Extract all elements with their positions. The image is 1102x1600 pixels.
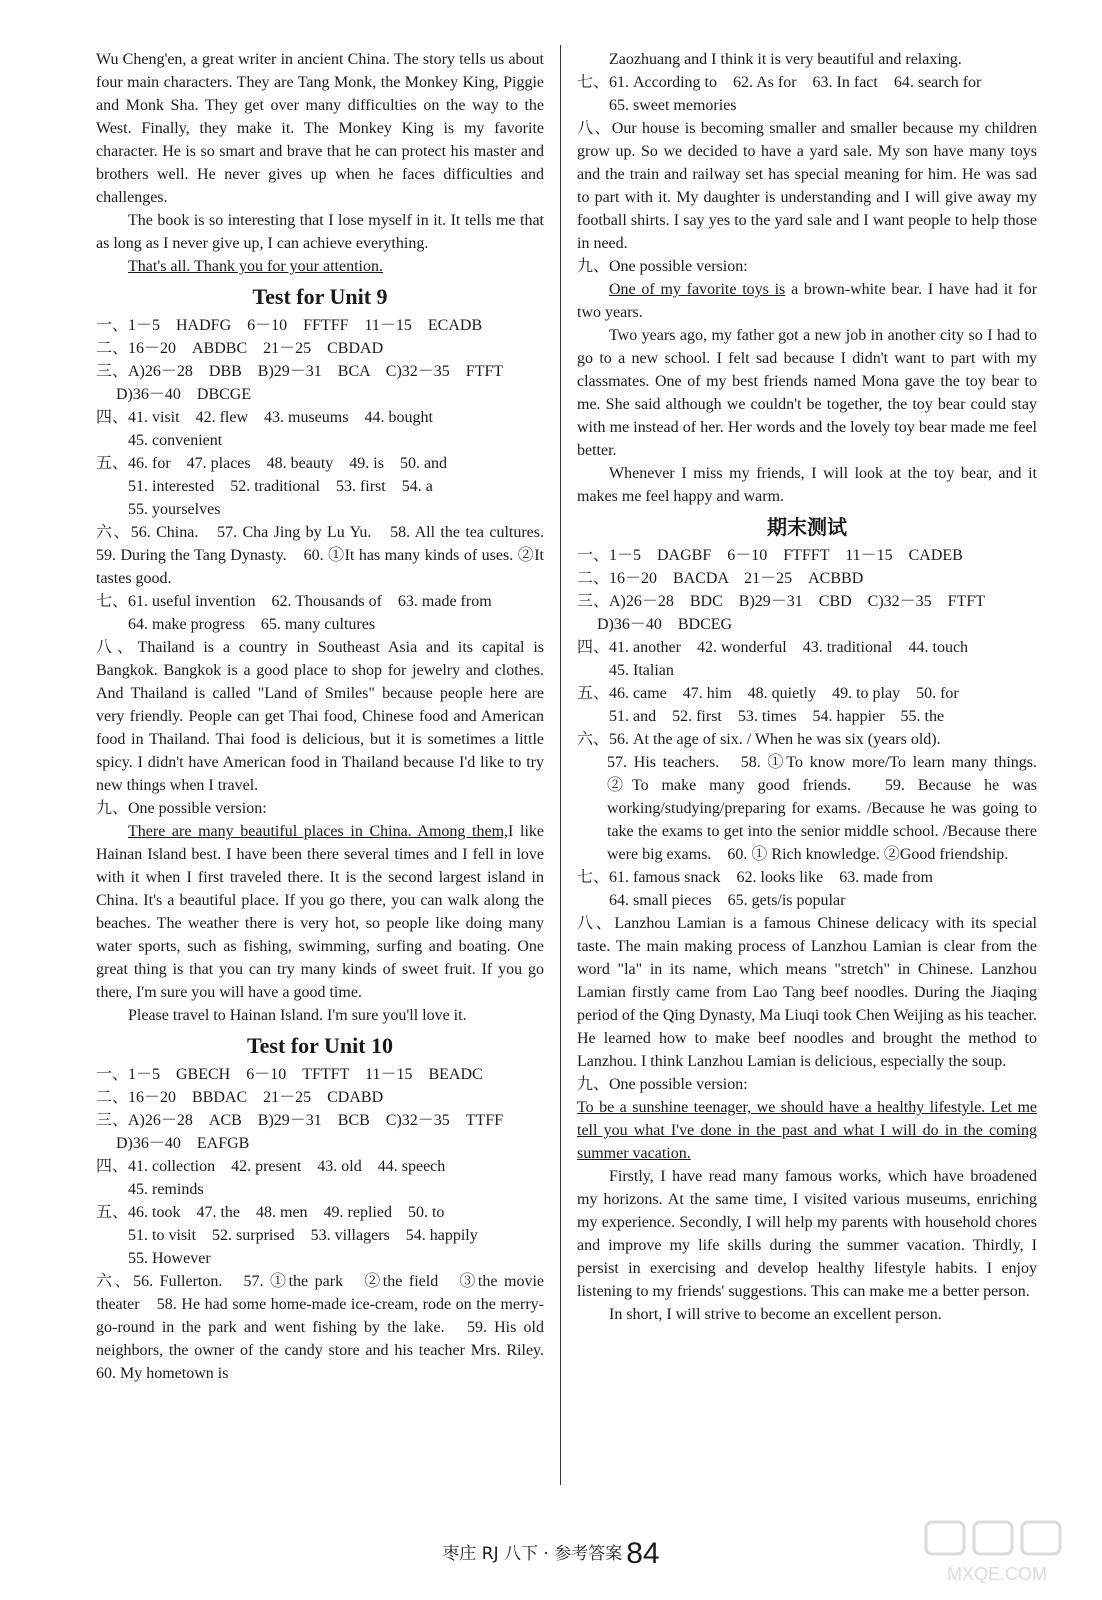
unit10-line: 四、41. collection 42. present 43. old 44. speech xyxy=(96,1158,446,1175)
unit9-line: D)36－40 DBCGE xyxy=(96,386,252,403)
unit10-line: 二、16－20 BBDAC 21－25 CDABD xyxy=(96,1089,384,1106)
unit9-line: 55. yourselves xyxy=(96,501,221,518)
unit9-line: 四、41. visit 42. flew 43. museums 44. bought xyxy=(96,409,433,426)
final-section9-label: 九、One possible version: xyxy=(577,1076,748,1093)
final-line: 三、A)26－28 BDC B)29－31 CBD C)32－35 FTFT xyxy=(577,593,986,610)
right-column xyxy=(577,48,1037,1326)
unit10-section9-label: 九、One possible version: xyxy=(577,258,748,275)
unit10-line: 65. sweet memories xyxy=(577,97,737,114)
unit10-line: 一、1－5 GBECH 6－10 TFTFT 11－15 BEADC xyxy=(96,1066,483,1083)
final-line: 四、41. another 42. wonderful 43. traditional 44. touch xyxy=(577,639,969,656)
watermark-logo xyxy=(922,1518,1072,1588)
final-line: 六、56. At the age of six. / When he was six (years old). xyxy=(577,731,941,748)
essay-para2: The book is so interesting that I lose myself in it. It tells me that as long as I never give up, I can achieve everything. xyxy=(96,212,544,252)
essay-intro: Wu Cheng'en, a great writer in ancient China. The story tells us about four main characters. They are Tang Monk, the Monkey King, Piggie and Monk Sha. They get over many difficulties on the way to the West. Finally, they make it. The Monkey King is my favorite character. He is so smart and brave that he can protect his master and brothers well. He never gives up when he faces difficulties and challenges. xyxy=(96,51,544,206)
final-line: D)36－40 BDCEG xyxy=(577,616,733,633)
essay-topic-sentence: There are many beautiful places in China. Among them, xyxy=(128,823,509,840)
final-line: 二、16－20 BACDA 21－25 ACBBD xyxy=(577,570,864,587)
unit9-essay xyxy=(96,820,544,1004)
unit10-section8-text: Our house is becoming smaller and smaller because my children grow up. So we decided to have a yard sale. My son have many toys and the train and railway set has special meaning for him. He was sad to part with it. My daughter is understanding and I will give away my football shirts. I say yes to the yard sale and I want people to help those in need. xyxy=(577,120,1037,252)
footer-text: 枣庄 RJ 八下 · 参考答案 xyxy=(442,1544,623,1564)
unit9-line: 五、46. for 47. places 48. beauty 49. is 50. and xyxy=(96,455,448,472)
section-label: 八、 xyxy=(96,639,138,656)
unit9-line: 51. interested 52. traditional 53. first 54. a xyxy=(96,478,433,495)
section-label: 八、 xyxy=(577,120,612,137)
final-line: 51. and 52. first 53. times 54. happier 55. the xyxy=(577,708,945,725)
final-line: 七、61. famous snack 62. looks like 63. made from xyxy=(577,869,933,886)
unit10-essay-closing: Whenever I miss my friends, I will look at the toy bear, and it makes me feel happy and warm. xyxy=(577,465,1037,505)
final-essay-body: Firstly, I have read many famous works, which have broadened my horizons. At the same time, I visited various museums, enriching my experience. Secondly, I will help my parents with household chores and improve my life skills during the summer vacation. Thirdly, I persist in exercising and develop healthy lifestyle habits. I enjoy listening to my friends' suggestions. This can make me a better person. xyxy=(577,1168,1037,1300)
unit10-essay-body: Two years ago, my father got a new job in another city so I had to go to a new school. I felt sad because I didn't want to part with my classmates. One of my best friends named Mona gave the toy bear to me. She said although we couldn't be together, the toy bear could stay with me instead of her. Her words and the lovely toy bear made me feel better. xyxy=(577,327,1037,459)
section-label: 八、 xyxy=(577,915,615,932)
unit10-line: 51. to visit 52. surprised 53. villagers 54. happily xyxy=(96,1227,478,1244)
final-line: 45. Italian xyxy=(577,662,674,679)
unit10-line: D)36－40 EAFGB xyxy=(96,1135,250,1152)
unit10-line: 三、A)26－28 ACB B)29－31 BCB C)32－35 TTFF xyxy=(96,1112,504,1129)
continued-line: Zaozhuang and I think it is very beautiful and relaxing. xyxy=(609,51,962,68)
unit10-title: Test for Unit 10 xyxy=(246,1033,394,1058)
unit9-line: 45. convenient xyxy=(96,432,223,449)
essay-body: a brown-white bear. I have had it for two years. xyxy=(577,281,1038,321)
final-line: 一、1－5 DAGBF 6－10 FTFFT 11－15 CADEB xyxy=(577,547,963,564)
essay-body: I like Hainan Island best. I have been there several times and I fell in love with it when I first traveled there. It is the second largest island in China. It's a beautiful place. If you go there, you can walk along the beaches. The weather there is very hot, so people like doing many water sports, such as fishing, swimming, surfing and boating. One great thing is that you can try many kinds of sweet fruit. If you go there, I'm sure you will have a good time. xyxy=(96,823,544,1001)
column-divider xyxy=(560,45,561,1485)
unit9-section9-label: 九、One possible version: xyxy=(96,800,267,817)
final-line: 64. small pieces 65. gets/is popular xyxy=(577,892,846,909)
unit9-section8 xyxy=(96,636,544,797)
unit9-line: 七、61. useful invention 62. Thousands of 63. made from xyxy=(96,593,492,610)
essay-topic-sentence: One of my favorite toys is xyxy=(609,281,786,298)
final-reading-answers: 57. His teachers. 58. ①To know more/To learn many things. ②To make many good friends. 59. Because he was working/studying/preparing for exams. /Because he was going to take the exams to get into the senior middle school. /Because there were big exams. 60. ① Rich knowledge. ②Good friendship. xyxy=(607,754,1037,863)
watermark-text: MXQE.COM xyxy=(946,1564,1048,1584)
final-essay-topic: To be a sunshine teenager, we should have a healthy lifestyle. Let me tell you what I've done in the past and what I will do in the coming summer vacation. xyxy=(577,1099,1037,1162)
unit10-reading-answers: 六、56. Fullerton. 57. ①the park ②the field ③the movie theater 58. He had some home-made ice-cream, rode on the merry-go-round in the park and went fishing by the lake. 59. His old neighbors, the owner of the candy store and his teacher Mrs. Riley. 60. My hometown is xyxy=(96,1273,561,1382)
unit9-line: 64. make progress 65. many cultures xyxy=(96,616,376,633)
unit9-line: 一、1－5 HADFG 6－10 FFTFF 11－15 ECADB xyxy=(96,317,483,334)
final-test-title: 期末测试 xyxy=(767,515,847,539)
final-section8-text: Lanzhou Lamian is a famous Chinese delicacy with its special taste. The main making process of Lanzhou Lamian is clear from the word "la" in its name, which means "stretch" in Chinese. Lanzhou Lamian firstly came from Lao Tang beef noodles. During the Jiaqing period of the Qing Dynasty, Ma Liuqi took Chen Weijing as his teacher. He learned how to make beef noodles and brought the method to Lanzhou. I think Lanzhou Lamian is delicious, especially the soup. xyxy=(577,915,1037,1070)
unit10-section8 xyxy=(577,117,1037,255)
left-column xyxy=(96,48,561,1385)
unit10-line: 55. However xyxy=(96,1250,211,1267)
unit9-line: 二、16－20 ABDBC 21－25 CBDAD xyxy=(96,340,384,357)
unit10-line: 五、46. took 47. the 48. men 49. replied 50. to xyxy=(96,1204,445,1221)
essay-para3: That's all. Thank you for your attention. xyxy=(128,258,383,275)
unit9-line: 三、A)26－28 DBB B)29－31 BCA C)32－35 FTFT xyxy=(96,363,504,380)
unit10-line: 七、61. According to 62. As for 63. In fact 64. search for xyxy=(577,74,982,91)
unit9-section8-text: Thailand is a country in Southeast Asia and its capital is Bangkok. Bangkok is a good place to shop for jewelry and clothes. And Thailand is called "Land of Smiles" because people here are very friendly. People can get Thai food, Chinese food and American food in Thailand. Thai food is delicious, but it is sometimes a little spicy. I didn't have American food in Thailand because I'd like to try new things when I travel. xyxy=(96,639,544,794)
final-line: 五、46. came 47. him 48. quietly 49. to play 50. for xyxy=(577,685,959,702)
unit9-essay-closing: Please travel to Hainan Island. I'm sure you'll love it. xyxy=(128,1007,467,1024)
final-section8 xyxy=(577,912,1037,1073)
unit10-essay-intro xyxy=(577,278,1037,324)
unit10-line: 45. reminds xyxy=(96,1181,204,1198)
unit9-title: Test for Unit 9 xyxy=(252,284,388,309)
page-number: 84 xyxy=(626,1537,660,1570)
final-essay-closing: In short, I will strive to become an excellent person. xyxy=(609,1306,942,1323)
unit9-reading-answers: 六、56. China. 57. Cha Jing by Lu Yu. 58. All the tea cultures. 59. During the Tang Dynasty. 60. ①It has many kinds of uses. ②It tastes good. xyxy=(96,524,561,587)
